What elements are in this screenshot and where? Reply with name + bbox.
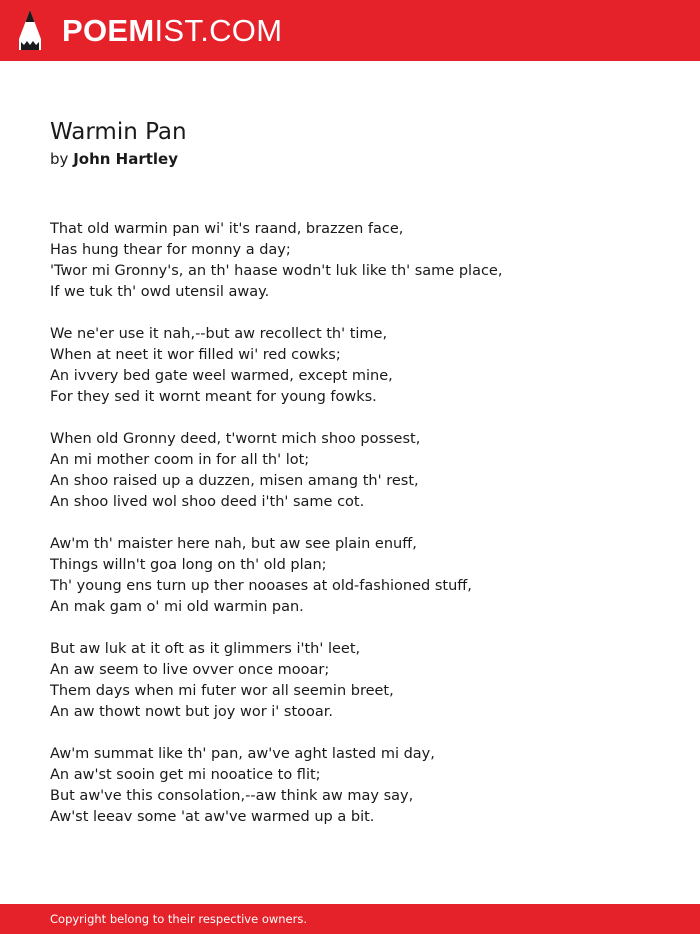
poem-stanza bbox=[50, 744, 670, 828]
poem-body bbox=[50, 219, 670, 849]
poem-line: Them days when mi futer wor all seemin breet, bbox=[50, 683, 394, 699]
pencil-tip-icon[interactable] bbox=[18, 9, 42, 51]
copyright-text: Copyright belong to their respective owners. bbox=[50, 912, 308, 926]
poem-author: John Hartley bbox=[73, 150, 178, 168]
poem-stanza bbox=[50, 534, 670, 618]
poem-line: Has hung thear for monny a day; bbox=[50, 242, 291, 258]
poem-line: An mi mother coom in for all th' lot; bbox=[50, 452, 310, 468]
poem-line: When old Gronny deed, t'wornt mich shoo possest, bbox=[50, 431, 421, 447]
poem-line: We ne'er use it nah,--but aw recollect th' time, bbox=[50, 326, 388, 342]
poem-title: Warmin Pan bbox=[50, 119, 187, 145]
poem-stanza bbox=[50, 639, 670, 723]
site-logo-text[interactable] bbox=[62, 13, 282, 49]
poem-line: For they sed it wornt meant for young fowks. bbox=[50, 389, 377, 405]
poem-line: Things willn't goa long on th' old plan; bbox=[50, 557, 327, 573]
poem-line: An aw thowt nowt but joy wor i' stooar. bbox=[50, 704, 333, 720]
poem-line: An shoo raised up a duzzen, misen amang th' rest, bbox=[50, 473, 419, 489]
poem-line: An mak gam o' mi old warmin pan. bbox=[50, 599, 304, 615]
poem-line: But aw've this consolation,--aw think aw may say, bbox=[50, 788, 414, 804]
by-label: by bbox=[50, 150, 69, 168]
poem-line: Aw'st leeav some 'at aw've warmed up a bit. bbox=[50, 809, 375, 825]
poem-line: An aw'st sooin get mi nooatice to flit; bbox=[50, 767, 321, 783]
brand-light-text: IST.COM bbox=[154, 13, 283, 48]
brand-bold-text: POEM bbox=[62, 13, 155, 48]
poem-line: Aw'm summat like th' pan, aw've aght lasted mi day, bbox=[50, 746, 435, 762]
poem-line: An shoo lived wol shoo deed i'th' same cot. bbox=[50, 494, 365, 510]
poem-line: If we tuk th' owd utensil away. bbox=[50, 284, 270, 300]
site-footer bbox=[0, 904, 700, 934]
poem-line: Aw'm th' maister here nah, but aw see plain enuff, bbox=[50, 536, 417, 552]
poem-line: That old warmin pan wi' it's raand, brazzen face, bbox=[50, 221, 404, 237]
poem-line: But aw luk at it oft as it glimmers i'th' leet, bbox=[50, 641, 361, 657]
poem-line: An ivvery bed gate weel warmed, except mine, bbox=[50, 368, 393, 384]
poem-stanza bbox=[50, 324, 670, 408]
poem-line: 'Twor mi Gronny's, an th' haase wodn't luk like th' same place, bbox=[50, 263, 503, 279]
poem-line: When at neet it wor filled wi' red cowks; bbox=[50, 347, 341, 363]
poem-byline bbox=[50, 149, 178, 169]
site-header bbox=[0, 0, 700, 61]
poem-stanza bbox=[50, 429, 670, 513]
poem-stanza bbox=[50, 219, 670, 303]
poem-line: An aw seem to live ovver once mooar; bbox=[50, 662, 330, 678]
poem-line: Th' young ens turn up ther nooases at old-fashioned stuff, bbox=[50, 578, 472, 594]
